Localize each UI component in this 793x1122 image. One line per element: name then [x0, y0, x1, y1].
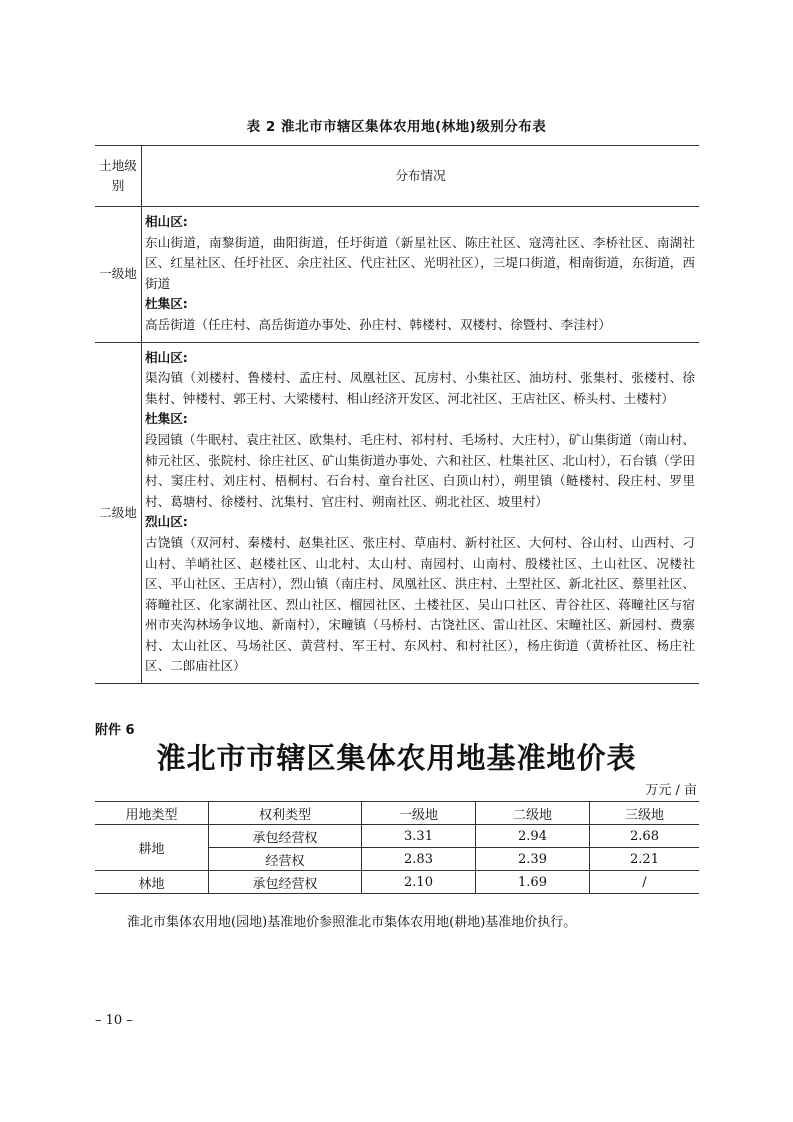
page-number: – 10 –: [95, 1013, 133, 1028]
district-detail: 高岳街道（任庄村、高岳街道办事处、孙庄村、韩楼村、双楼村、徐暨村、李洼村）: [145, 316, 611, 332]
district-name: 烈山区:: [145, 514, 188, 530]
level-cell: 二级地: [95, 342, 142, 684]
district-detail: 渠沟镇（刘楼村、鲁楼村、孟庄村、凤凰社区、瓦房村、小集社区、油坊村、张集村、张楼村、徐集村、钟楼村、郭王村、大梁楼村、相山经济开发区、河北社区、王店社区、桥头村、土楼村）: [145, 370, 695, 406]
level-cell: 一级地: [95, 207, 142, 343]
district-detail: 古饶镇（双河村、秦楼村、赵集社区、张庄村、草庙村、新村社区、大何村、谷山村、山西村、刁山村、羊峭社区、赵楼社区、山北村、太山村、南园村、山南村、殷楼社区、土山社区、况楼社区、平山社区、王店村），烈山镇（南庄村、凤凰社区、洪庄村、土型社区、新北社区、蔡里社区、蒋疃社区、化家湖社区、烈山社区、榴园社区、土楼社区、吴山口社区、青谷社区、蒋疃社区与宿州市夹沟林场争议地、新南村），宋疃镇（马桥村、古饶社区、雷山社区、宋疃社区、新园村、费寨村、太山社区、马场社区、黄营村、军王村、东风村、和村社区），杨庄街道（黄桥社区、杨庄社区、二郎庙社区）: [145, 534, 695, 674]
header-level-1: 一级地: [362, 802, 476, 825]
district-name: 相山区:: [145, 214, 188, 229]
land-use-cell: 林地: [95, 871, 209, 894]
base-price-table: [95, 801, 699, 894]
header-level-2: 二级地: [476, 802, 590, 825]
price-cell: 2.83: [362, 848, 476, 871]
header-land-use-type: 用地类型: [95, 802, 209, 825]
price-cell: /: [590, 871, 700, 894]
price-cell: 2.39: [476, 848, 590, 871]
table-header-row: [95, 146, 699, 207]
district-name: 杜集区:: [145, 411, 188, 427]
header-distribution: 分布情况: [142, 146, 700, 207]
header-right-type: 权利类型: [209, 802, 362, 825]
price-cell: 2.21: [590, 848, 700, 871]
table2-caption: 表 2 淮北市市辖区集体农用地(林地)级别分布表: [246, 119, 547, 135]
table-header-row: [95, 802, 699, 825]
distribution-cell: [142, 342, 700, 684]
unit-label: 万元 / 亩: [645, 783, 697, 798]
price-cell: 3.31: [362, 825, 476, 848]
grade-distribution-table: [95, 145, 699, 684]
table-row: [95, 825, 699, 848]
footnote: 淮北市集体农用地(园地)基准地价参照淮北市集体农用地(耕地)基准地价执行。: [127, 915, 577, 930]
header-level-3: 三级地: [590, 802, 700, 825]
table-row: [95, 207, 699, 343]
page-title: 淮北市市辖区集体农用地基准地价表: [156, 741, 637, 775]
land-use-cell: 耕地: [95, 825, 209, 871]
header-land-level: 土地级别: [95, 146, 142, 207]
right-type-cell: 经营权: [209, 848, 362, 871]
table-row: [95, 342, 699, 684]
price-cell: 1.69: [476, 871, 590, 894]
price-cell: 2.10: [362, 871, 476, 894]
annex-label: 附件 6: [95, 723, 135, 738]
district-detail: 段园镇（牛眠村、袁庄社区、欧集村、毛庄村、祁村村、毛场村、大庄村），矿山集街道（南山村、柿元社区、张院村、徐庄社区、矿山集街道办事处、六和社区、杜集社区、北山村），石台镇（学田村、窦庄村、刘庄村、梧桐村、石台村、童台社区、白顶山村），朔里镇（鲢楼村、段庄村、罗里村、葛塘村、徐楼村、沈集村、官庄村、朔南社区、朔北社区、坡里村）: [145, 431, 695, 509]
table-row: [95, 871, 699, 894]
price-cell: 2.94: [476, 825, 590, 848]
right-type-cell: 承包经营权: [209, 871, 362, 894]
right-type-cell: 承包经营权: [209, 825, 362, 848]
price-cell: 2.68: [590, 825, 700, 848]
district-detail: 东山街道，南黎街道，曲阳街道，任圩街道（新星社区、陈庄社区、寇湾社区、李桥社区、南湖社区、红星社区、任圩社区、余庄社区、代庄社区、光明社区），三堤口街道，相南街道，东街道，西街道: [145, 234, 695, 291]
district-name: 杜集区:: [145, 296, 188, 312]
district-name: 相山区:: [145, 349, 188, 365]
distribution-cell: [142, 207, 700, 343]
